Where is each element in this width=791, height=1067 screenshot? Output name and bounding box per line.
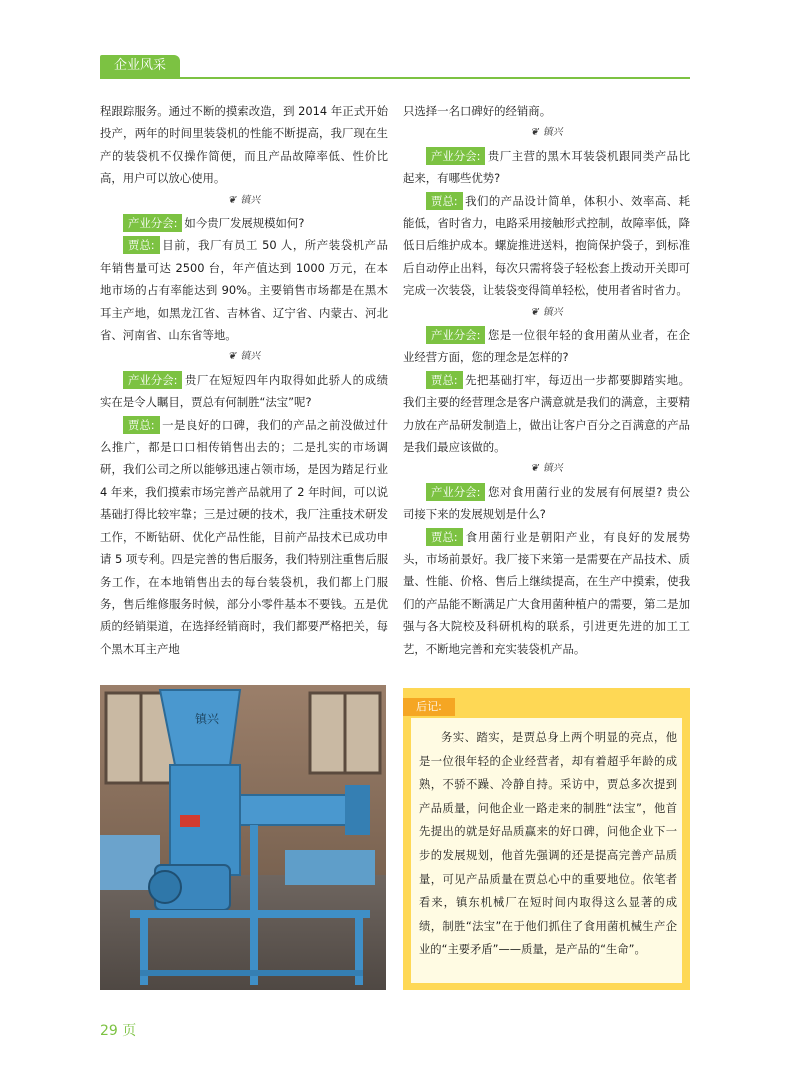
question bbox=[100, 212, 388, 234]
answer bbox=[403, 190, 690, 302]
separator-label: 镇兴 bbox=[240, 351, 261, 363]
question bbox=[403, 324, 690, 369]
header-divider bbox=[100, 77, 690, 79]
answer-label: 贾总: bbox=[123, 236, 160, 254]
paragraph: 只选择一名口碑好的经销商。 bbox=[403, 104, 552, 118]
answer-text: 目前，我厂有员工 50 人，所产装袋机产品年销售量可达 2500 台，年产值达到 1000 万元，在本地市场的占有率能达到 90%。主要销售市场都是在黑木耳主产地，如黑龙江省、吉林省、辽宁省、内蒙古、河北省、河南省、山东省等地。 bbox=[100, 238, 388, 343]
answer bbox=[100, 414, 388, 660]
question-label: 产业分会: bbox=[123, 214, 182, 232]
left-column bbox=[100, 100, 388, 660]
answer-label: 贾总: bbox=[426, 371, 463, 389]
afterword-text: 务实、踏实，是贾总身上两个明显的亮点，他是一位很年轻的企业经营者，却有着超乎年龄的成熟，不骄不躁、冷静自持。采访中，贾总多次提到产品质量，问他企业一路走来的制胜“法宝”，他首先提出的就是好品质赢来的好口碑，问他企业下一步的发展规划，他首先强调的还是提高完善产品质量，可见产品质量在贾总心中的重要地位。依笔者看来，镇东机械厂在短时间内取得这么显著的成绩，制胜“法宝”在于他们抓住了食用菌机械生产企业的“主要矛盾”——质量，是产品的“生命”。 bbox=[419, 731, 677, 957]
separator-label: 镇兴 bbox=[542, 306, 563, 318]
question-text: 您是一位很年轻的食用菌从业者，在企业经营方面，您的理念是怎样的? bbox=[403, 328, 690, 365]
separator bbox=[100, 346, 388, 368]
question bbox=[403, 481, 690, 526]
answer-text: 一是良好的口碑，我们的产品之前没做过什么推广，都是口口相传销售出去的；二是扎实的市场调研，我们公司之所以能够迅速占领市场，是因为踏足行业 4 年来，我们摸索市场完善产品就用了 2 年时间，可以说基础打得比较牢靠；三是过硬的技术，我厂注重技术研发工作，不断钻研、优化产品性能，目前产品技术已成功申请 5 项专利。四是完善的售后服务，我们特别注重售后服务工作，在本地销售出去的每台装袋机，我们都上门服务，售后维修服务时候，部分小零件基本不要钱。五是优质的经销渠道，在选择经销商时，我们都要严格把关，每个黑木耳主产地 bbox=[100, 417, 388, 656]
machine-photo bbox=[100, 685, 386, 990]
question bbox=[403, 145, 690, 190]
afterword-box bbox=[403, 688, 690, 990]
question-text: 如今贵厂发展规模如何? bbox=[184, 216, 305, 231]
wheat-icon: ❦ bbox=[227, 351, 237, 363]
answer-text: 我们的产品设计简单，体积小、效率高、耗能低，省时省力，电路采用接触形式控制，故障率低，降低日后维护成本。螺旋推进送料，抱筒保护袋子，到标准后自动停止出料，每次只需将袋子轻松套上拨动开关即可完成一次装袋，让装袋变得简单轻松，使用者省时省力。 bbox=[403, 193, 690, 298]
page-number: 29 页 bbox=[100, 1023, 137, 1039]
afterword-label: 后记: bbox=[403, 698, 455, 716]
wheat-icon: ❦ bbox=[530, 463, 539, 475]
question-label: 产业分会: bbox=[426, 326, 485, 344]
answer-label: 贾总: bbox=[426, 192, 463, 210]
separator-label: 镇兴 bbox=[240, 194, 261, 206]
question-label: 产业分会: bbox=[426, 483, 485, 501]
paragraph: 程跟踪服务。通过不断的摸索改造，到 2014 年正式开始投产，两年的时间里装袋机的性能不断提高，我厂现在生产的装袋机不仅操作简便，而且产品故障率低、性价比高，用户可以放心使用。 bbox=[100, 104, 388, 186]
question-text: 您对食用菌行业的发展有何展望? 贵公司接下来的发展规划是什么? bbox=[403, 484, 690, 522]
wheat-icon: ❦ bbox=[530, 306, 539, 318]
answer bbox=[403, 369, 690, 459]
answer-label: 贾总: bbox=[123, 416, 160, 434]
wheat-icon: ❦ bbox=[227, 194, 237, 206]
answer bbox=[100, 234, 388, 346]
question-label: 产业分会: bbox=[123, 371, 182, 389]
answer-text: 先把基础打牢，每迈出一步都要脚踏实地。我们主要的经营理念是客户满意就是我们的满意，主要精力放在产品研发制造上，做出让客户百分之百满意的产品是我们最应该做的。 bbox=[403, 372, 690, 455]
question-text: 贵厂在短短四年内取得如此骄人的成绩实在是令人瞩目，贾总有何制胜“法宝”呢? bbox=[100, 372, 388, 410]
machine-illustration bbox=[100, 685, 386, 990]
separator bbox=[100, 190, 388, 212]
answer-text: 食用菌行业是朝阳产业，有良好的发展势头，市场前景好。我厂接下来第一是需要在产品技术、质量、性能、价格、售后上继续提高，在生产中摸索，使我们的产品能不断满足广大食用菌种植户的需要，第二是加强与各大院校及科研机构的联系，引进更先进的加工工艺，不断地完善和充实装袋机产品。 bbox=[403, 529, 690, 656]
right-column bbox=[403, 100, 690, 660]
separator bbox=[403, 458, 690, 480]
separator bbox=[403, 122, 690, 144]
separator-label: 镇兴 bbox=[542, 127, 563, 139]
machine-mark: 镇兴 bbox=[195, 712, 220, 726]
answer-label: 贾总: bbox=[426, 528, 463, 546]
question-text: 贵厂主营的黑木耳装袋机跟同类产品比起来，有哪些优势? bbox=[403, 148, 690, 186]
answer bbox=[403, 526, 690, 660]
question bbox=[100, 369, 388, 414]
separator bbox=[403, 302, 690, 324]
separator-label: 镇兴 bbox=[542, 463, 563, 475]
section-title: 企业风采 bbox=[100, 55, 180, 77]
wheat-icon: ❦ bbox=[530, 127, 539, 139]
question-label: 产业分会: bbox=[426, 147, 485, 165]
